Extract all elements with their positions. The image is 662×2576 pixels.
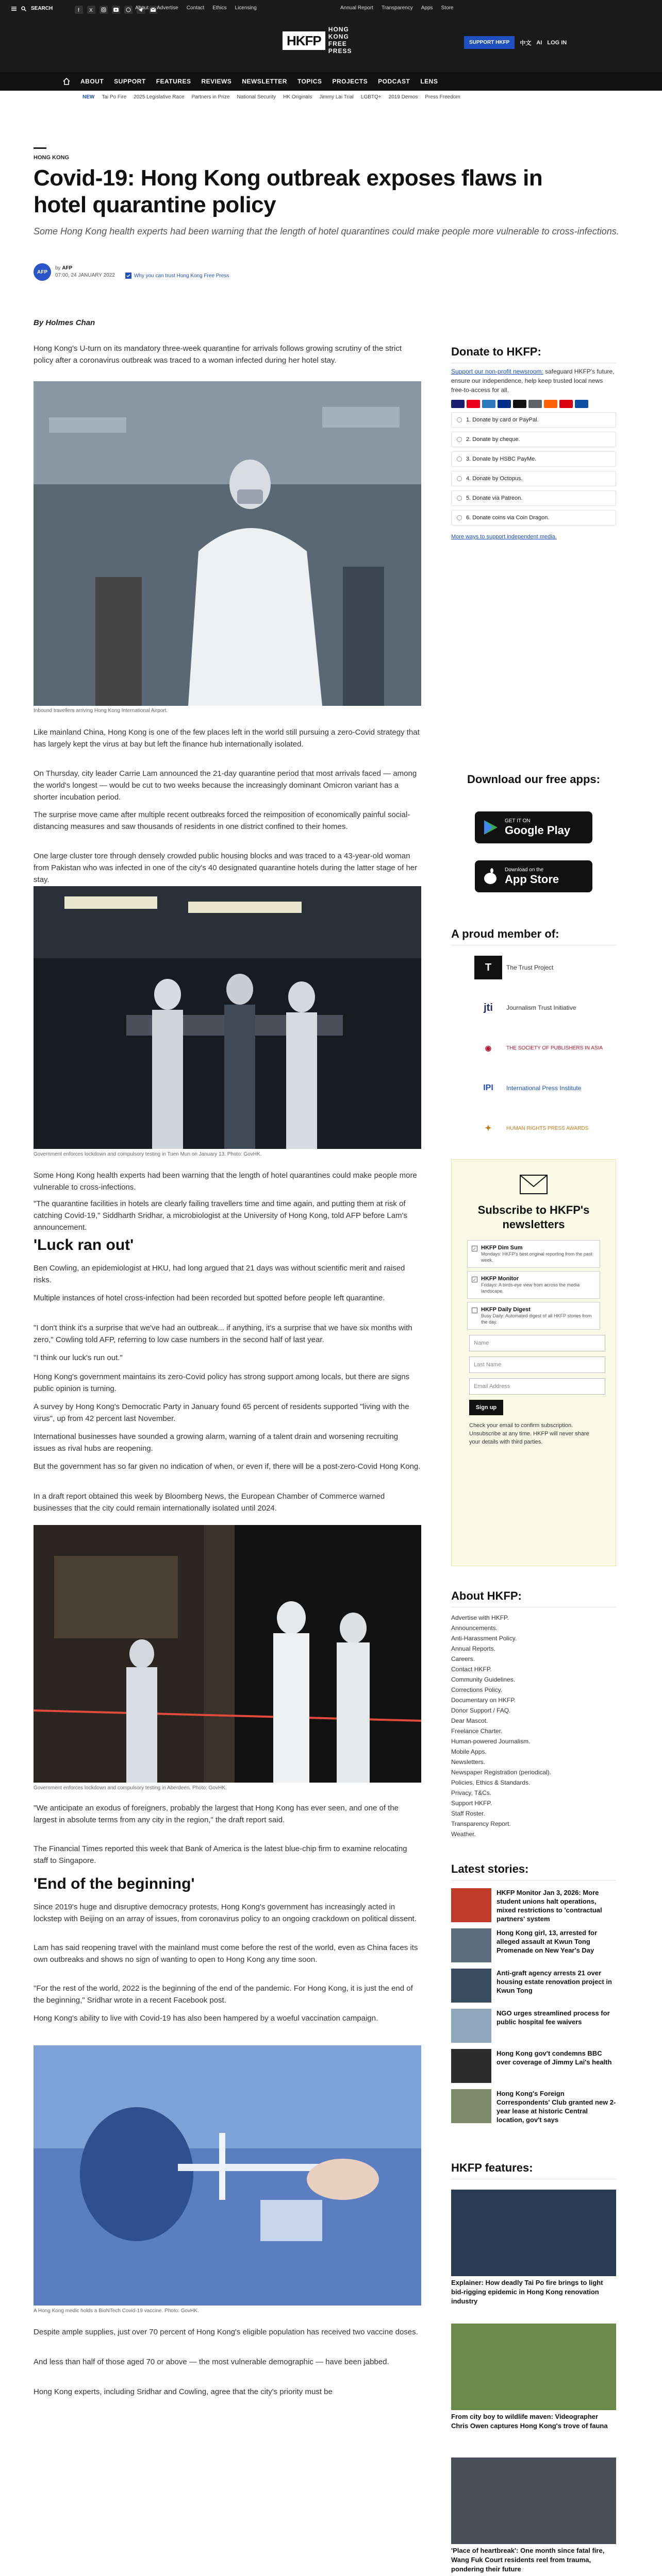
top-link-advertise[interactable]: Advertise <box>157 5 178 11</box>
about-item[interactable]: Freelance Charter. <box>451 1727 503 1735</box>
trust-icon <box>125 273 131 279</box>
about-item[interactable]: Transparency Report. <box>451 1820 511 1827</box>
member-list <box>451 953 616 1143</box>
trending-item[interactable]: Press Freedom <box>425 94 460 100</box>
member-org[interactable]: IPI International Press Institute <box>474 1074 616 1103</box>
latest-story[interactable]: Hong Kong gov't condemns BBC over coverage of Jimmy Lai's health <box>451 2049 616 2089</box>
top-link-annual-report[interactable]: Annual Report <box>340 5 373 11</box>
logo-line1: HONG KONG <box>328 26 349 41</box>
logo-mark: HKFP <box>283 31 325 50</box>
airport-photo <box>34 381 421 706</box>
lockdown-photo <box>34 886 421 1149</box>
trending-item[interactable]: LGBTQ+ <box>360 94 382 100</box>
newsletter-option[interactable]: ✓ HKFP Monitor Fridays: A birds-eye view from across the media landscape. <box>467 1271 600 1299</box>
newsletter-note: Check your email to confirm subscription. Unsubscribe at any time. HKFP will never share your details with third parties. <box>469 1422 589 1445</box>
paragraph: "I don't think it's a surprise that we've had an outbreak... if anything, it's a surprise that we have six months with zero," Cowling told AFP, referring to low case numbers in the second half of last year. <box>34 1324 412 1344</box>
newsletter-option[interactable]: ✓ HKFP Dim Sum Mondays: HKFP's best original reporting from the past week. <box>467 1240 600 1268</box>
latest-story[interactable]: Hong Kong girl, 13, arrested for alleged assault at Kwun Tong Promenade on New Year's Day <box>451 1928 616 1969</box>
search-button[interactable] <box>11 6 53 11</box>
nav-lens[interactable]: LENS <box>420 78 438 85</box>
donate-option[interactable]: 4. Donate by Octopus. <box>451 471 616 486</box>
trending-item[interactable]: Partners in Prize <box>191 94 230 100</box>
chinese-link[interactable]: 中文 <box>520 40 532 46</box>
paragraph: In a draft report obtained this week by Bloomberg News, the European Chamber of Commerce warned businesses that the city could remain internationally isolated until 2024. <box>34 1492 385 1513</box>
byline-by: by <box>55 265 61 271</box>
about-item[interactable]: Community Guidelines. <box>451 1676 516 1683</box>
about-item[interactable]: Dear Mascot. <box>451 1717 488 1724</box>
svg-text:f: f <box>78 8 79 12</box>
latest-story[interactable]: HKFP Monitor Jan 3, 2026: More student unions halt operations, mixed restrictions to 'contractual partners' system <box>451 1888 616 1928</box>
about-item[interactable]: Weather. <box>451 1831 476 1838</box>
trust-link-text[interactable]: Why you can trust Hong Kong Free Press <box>134 273 229 279</box>
discover-icon <box>544 400 557 408</box>
nav-about[interactable]: ABOUT <box>80 78 104 85</box>
main-nav <box>0 72 662 91</box>
latest-story[interactable]: Hong Kong's Foreign Correspondents' Club granted new 2-year lease at historic Central location, gov't says <box>451 2089 616 2129</box>
paragraph: The Financial Times reported this week that Bank of America is the latest blue-chip firm to examine relocating staff to Singapore. <box>34 1844 407 1865</box>
article-title: Covid-19: Hong Kong outbreak exposes flaws in hotel quarantine policy <box>34 165 543 217</box>
paragraph: "The quarantine facilities in hotels are clearly failing travellers time and time again, and putting them at risk of catching Covid-19," Siddharth Sridhar, a microbiologist at the University of Hong Kong, told AFP before Lam's announcement. <box>34 1199 407 1232</box>
top-link-licensing[interactable]: Licensing <box>235 5 257 11</box>
instagram-icon[interactable] <box>100 6 108 14</box>
latest-story[interactable]: NGO urges streamlined process for public hospital fee waivers <box>451 2009 616 2049</box>
paragraph: Hong Kong's ability to live with Covid-19 has also been hampered by a woeful vaccination campaign. <box>34 2014 378 2023</box>
about-item[interactable]: Documentary on HKFP. <box>451 1697 516 1704</box>
top-links <box>135 5 257 11</box>
paragraph: Ben Cowling, an epidemiologist at HKU, had long argued that 21 days was without scientific merit and raised risks. <box>34 1264 405 1284</box>
paragraph: On Thursday, city leader Carrie Lam announced the 21-day quarantine period that most arrivals faced — among the world's longest — would be cut to two weeks because the increasingly dominant Omicron variant has a shorter incubation period. <box>34 769 417 802</box>
jcb-icon <box>575 400 588 408</box>
about-heading: About HKFP: <box>451 1589 616 1607</box>
top-link-store[interactable]: Store <box>441 5 454 11</box>
paragraph: One large cluster tore through densely crowded public housing blocks and was traced to a 43-year-old woman from Pakistan who was infected in one of the city's 40 designated quarantine hotels during the latter stage of her stay. <box>34 852 418 884</box>
story-thumbnail <box>451 2089 491 2123</box>
last-name-input[interactable]: Last Name <box>469 1357 605 1373</box>
paragraph: A survey by Hong Kong's Democratic Party in January found 65 percent of residents supported "living with the virus", up from 42 percent last November. <box>34 1402 409 1423</box>
trending-item[interactable]: Jimmy Lai Trial <box>319 94 354 100</box>
about-item[interactable]: Privacy, T&Cs. <box>451 1789 492 1797</box>
top-link-transparency[interactable]: Transparency <box>381 5 413 11</box>
top-links-right <box>340 5 453 11</box>
login-link[interactable]: LOG IN <box>547 39 567 46</box>
amex-icon <box>482 400 495 408</box>
section-heading-luck: 'Luck ran out' <box>34 1236 134 1253</box>
sopa-icon: ◉ <box>485 1043 492 1052</box>
radio-icon <box>457 496 462 501</box>
google-play-icon <box>483 819 499 836</box>
about-item[interactable]: Advertise with HKFP. <box>451 1614 509 1621</box>
category-divider <box>34 147 46 149</box>
paragraph: The surprise move came after multiple recent outbreaks forced the reimposition of economically painful social-distancing measures and saw thousands of residents in one district confined to their homes. <box>34 810 410 831</box>
image-caption: Government enforces lockdown and compulsory testing in Aberdeen. Photo: GovHK. <box>34 1785 227 1791</box>
nav-newsletter[interactable]: NEWSLETTER <box>242 78 287 85</box>
checkbox-icon: ✓ <box>472 1277 477 1282</box>
search-label[interactable]: SEARCH <box>31 6 53 11</box>
checkbox-icon: ✓ <box>472 1246 477 1251</box>
about-item[interactable]: Careers. <box>451 1655 475 1663</box>
more-ways-link[interactable]: More ways to support independent media. <box>451 534 557 540</box>
about-item[interactable]: Anti-Harassment Policy. <box>451 1635 517 1642</box>
about-item[interactable]: Policies, Ethics & Standards. <box>451 1779 531 1786</box>
radio-icon <box>457 456 462 462</box>
radio-icon <box>457 476 462 481</box>
section-heading-end: 'End of the beginning' <box>34 1875 195 1892</box>
apple-icon <box>483 868 498 885</box>
newsletter-box <box>451 1159 616 1566</box>
feature-story[interactable]: Explainer: How deadly Tai Po fire brings to light bid-rigging epidemic in Hong Kong renovation industry <box>451 2190 616 2324</box>
trending-item[interactable]: HK Originals <box>283 94 312 100</box>
newsletter-title: Subscribe to HKFP's newsletters <box>477 1204 590 1231</box>
donate-box <box>451 367 616 540</box>
author-name[interactable]: AFP <box>62 265 73 271</box>
about-item[interactable]: Annual Reports. <box>451 1645 496 1652</box>
paragraph: "I think our luck's run out." <box>34 1353 123 1362</box>
donate-link[interactable]: Support our non-profit newsroom: <box>451 368 543 375</box>
paragraph: Hong Kong experts, including Sridhar and Cowling, agree that the city's priority must be <box>34 2387 333 2396</box>
applepay-icon <box>513 400 526 408</box>
donate-option[interactable]: 1. Donate by card or PayPal. <box>451 412 616 428</box>
latest-story[interactable]: Anti-graft agency arrests 21 over housing estate renovation project in Kwun Tong <box>451 1969 616 2009</box>
top-link-contact[interactable]: Contact <box>186 5 205 11</box>
aberdeen-photo <box>34 1525 421 1783</box>
article-image-aberdeen <box>34 1525 421 1783</box>
image-caption: Government enforces lockdown and compulsory testing in Tuen Mun on January 13. Photo: GovHK. <box>34 1151 262 1157</box>
feature-story[interactable]: From city boy to wildlife maven: Videographer Chris Owen captures Hong Kong's trove of fauna <box>451 2324 616 2458</box>
image-caption: A Hong Kong medic holds a BioNTech Covid-19 vaccine. Photo: GovHK. <box>34 2308 199 2314</box>
about-item[interactable]: Human-powered Journalism. <box>451 1738 531 1745</box>
donate-option[interactable]: 2. Donate by cheque. <box>451 432 616 447</box>
trust-project-icon: T <box>474 956 502 979</box>
googlepay-icon <box>528 400 542 408</box>
feature-image <box>451 2324 616 2410</box>
about-item[interactable]: Staff Roster. <box>451 1810 485 1817</box>
feature-story[interactable]: 'Place of heartbreak': One month since fatal fire, Wang Fuk Court residents reel from trauma, pondering their future <box>451 2458 616 2576</box>
search-icon <box>21 6 26 11</box>
features-heading: HKFP features: <box>451 2161 616 2179</box>
paragraph: And less than half of those aged 70 or above — the most vulnerable demographic — have been jabbed. <box>34 2358 389 2366</box>
donate-option[interactable]: 6. Donate coins via Coin Dragon. <box>451 510 616 526</box>
threads-icon[interactable] <box>124 6 133 14</box>
about-item[interactable]: Newsletters. <box>451 1758 486 1766</box>
jti-icon: jti <box>484 1002 493 1013</box>
about-item[interactable]: Contact HKFP. <box>451 1666 492 1673</box>
donate-text: safeguard HKFP's future, ensure our independence, help keep trusted local news free-to-access for all. <box>451 368 615 394</box>
paragraph: Hong Kong's U-turn on its mandatory three-week quarantine for arrivals follows growing scrutiny of the strict policy after a coronavirus outbreak was traced to a woman infected during her hotel stay. <box>34 344 402 365</box>
donate-option[interactable]: 3. Donate by HSBC PayMe. <box>451 451 616 467</box>
about-list <box>451 1613 616 1839</box>
vaccine-photo <box>34 2045 421 2306</box>
byline <box>34 262 229 282</box>
paragraph: Some Hong Kong health experts had been warning that the length of hotel quarantines could make people more vulnerable to cross-infections. <box>34 1171 417 1192</box>
trending-item[interactable]: 2019 Demos <box>388 94 418 100</box>
about-item[interactable]: Corrections Policy. <box>451 1686 503 1693</box>
radio-icon <box>457 515 462 520</box>
member-org[interactable]: ◉ THE SOCIETY OF PUBLISHERS IN ASIA <box>474 1033 616 1062</box>
story-thumbnail <box>451 1928 491 1962</box>
author-avatar[interactable]: AFP <box>34 263 51 281</box>
trending-new-badge: NEW <box>82 94 95 100</box>
trending-item[interactable]: National Security <box>237 94 276 100</box>
youtube-icon[interactable] <box>112 6 120 14</box>
apps-heading: Download our free apps: <box>467 773 600 786</box>
site-logo[interactable] <box>283 26 368 56</box>
article-image-tuen-mun <box>34 886 421 1149</box>
payment-logos <box>451 400 616 408</box>
member-org[interactable]: ✦ HUMAN RIGHTS PRESS AWARDS <box>474 1114 616 1143</box>
x-icon[interactable] <box>87 6 95 14</box>
paragraph: Like mainland China, Hong Kong is one of the few places left in the world still pursuing a zero-Covid strategy that has largely kept the virus at bay but left the finance hub internationally isolated. <box>34 728 420 749</box>
unionpay-icon <box>559 400 573 408</box>
paragraph: Since 2019's huge and disruptive democracy protests, Hong Kong's government has increasingly acted in lockstep with Beijing on an array of issues, from coronavirus policy to an ongoing crackdown on political dissent. <box>34 1903 417 1923</box>
article-image-vaccine <box>34 2045 421 2306</box>
nav-features[interactable]: FEATURES <box>156 78 191 85</box>
svg-text:X: X <box>89 8 93 12</box>
image-caption: Inbound travellers arriving Hong Kong International Airport. <box>34 708 168 714</box>
hrpa-icon: ✦ <box>485 1124 492 1133</box>
signup-button[interactable]: Sign up <box>469 1400 503 1415</box>
category-label[interactable]: HONG KONG <box>34 155 70 161</box>
article-image-airport <box>34 381 421 706</box>
paragraph: Multiple instances of hotel cross-infection had been recorded but spotted before people left quarantine. <box>34 1294 385 1302</box>
nav-podcast[interactable]: PODCAST <box>378 78 410 85</box>
member-org[interactable]: jti Journalism Trust Initiative <box>474 993 616 1022</box>
trending-item[interactable]: 2025 Legislative Race <box>134 94 185 100</box>
about-item[interactable]: Newspaper Registration (periodical). <box>451 1769 552 1776</box>
story-thumbnail <box>451 2009 491 2043</box>
nav-reviews[interactable]: REVIEWS <box>201 78 232 85</box>
checkbox-icon <box>472 1308 477 1313</box>
header-actions <box>464 36 567 49</box>
member-org[interactable]: T The Trust Project <box>474 953 616 982</box>
feature-image <box>451 2190 616 2276</box>
app-store-badge[interactable]: Download on the App Store <box>451 860 616 892</box>
mastercard-icon <box>467 400 480 408</box>
paragraph: Despite ample supplies, just over 70 percent of Hong Kong's eligible population has received two vaccine doses. <box>34 2328 418 2336</box>
story-thumbnail <box>451 1969 491 2003</box>
nav-projects[interactable]: PROJECTS <box>332 78 368 85</box>
paragraph: Hong Kong's government maintains its zero-Covid policy has strong support among locals, but there are signs public opinion is turning. <box>34 1372 410 1393</box>
top-link-about[interactable]: About <box>135 5 149 11</box>
member-heading: A proud member of: <box>451 927 616 945</box>
story-thumbnail <box>451 1888 491 1922</box>
trending-bar <box>82 91 580 103</box>
paragraph: "For the rest of the world, 2022 is the beginning of the end of the pandemic. For Hong Kong, it is just the end of the beginning," Sridhar wrote in a recent Facebook post. <box>34 1984 413 2005</box>
google-play-badge[interactable]: GET IT ON Google Play <box>451 811 616 843</box>
paragraph: Lam has said reopening travel with the mainland must come before the rest of the world, even as China faces its own outbreaks and shows no sign of wanting to open to Hong Kong any time soon. <box>34 1943 418 1964</box>
ipi-icon: IPI <box>483 1083 493 1092</box>
feature-image <box>451 2458 616 2544</box>
facebook-icon[interactable] <box>75 6 83 14</box>
about-item[interactable]: Announcements. <box>451 1624 498 1632</box>
top-link-apps[interactable]: Apps <box>421 5 433 11</box>
name-input[interactable]: Name <box>469 1335 605 1351</box>
paragraph: But the government has so far given no indication of when, or even if, there will be a post-zero-Covid Hong Kong. <box>34 1462 421 1471</box>
top-bar <box>0 0 662 20</box>
latest-list <box>451 1888 616 2129</box>
about-item[interactable]: Donor Support / FAQ. <box>451 1707 511 1714</box>
article-subtitle: Some Hong Kong health experts had been warning that the length of hotel quarantines could make people more vulnerable to cross-infections. <box>34 226 619 236</box>
nav-topics[interactable]: TOPICS <box>297 78 322 85</box>
envelope-icon <box>518 1171 549 1197</box>
nav-support[interactable]: SUPPORT <box>114 78 146 85</box>
radio-icon <box>457 417 462 422</box>
top-link-ethics[interactable]: Ethics <box>212 5 227 11</box>
donate-option[interactable]: 5. Donate via Patreon. <box>451 490 616 506</box>
newsletter-option[interactable]: HKFP Daily Digest Busy Daily: Automated digest of all HKFP stories from the day. <box>467 1302 600 1330</box>
trust-link[interactable] <box>125 273 229 279</box>
paragraph: "We anticipate an exodus of foreigners, probably the largest that Hong Kong has ever seen, and one of the largest in absolute terms from any city in the region," the draft report said. <box>34 1804 399 1824</box>
support-hkfp-button[interactable]: SUPPORT HKFP <box>464 36 515 49</box>
about-item[interactable]: Mobile Apps. <box>451 1748 487 1755</box>
publish-date: 07:00, 24 JANUARY 2022 <box>55 273 115 278</box>
latest-heading: Latest stories: <box>451 1862 616 1880</box>
home-icon[interactable] <box>63 78 70 85</box>
logo-line2: FREE PRESS <box>328 40 352 55</box>
article-author: By Holmes Chan <box>34 318 95 327</box>
radio-icon <box>457 437 462 442</box>
paragraph: International businesses have sounded a growing alarm, warning of a talent drain and worsening recruiting issues as rival hubs are reopening. <box>34 1432 399 1453</box>
ai-link[interactable]: AI <box>536 39 542 46</box>
menu-icon <box>11 6 16 11</box>
about-item[interactable]: Support HKFP. <box>451 1800 492 1807</box>
features-list <box>451 2190 616 2576</box>
story-thumbnail <box>451 2049 491 2083</box>
trending-item[interactable]: Tai Po Fire <box>102 94 127 100</box>
paypal-icon <box>498 400 511 408</box>
visa-icon <box>451 400 465 408</box>
donate-heading: Donate to HKFP: <box>451 345 616 363</box>
email-input[interactable]: Email Address <box>469 1378 605 1395</box>
